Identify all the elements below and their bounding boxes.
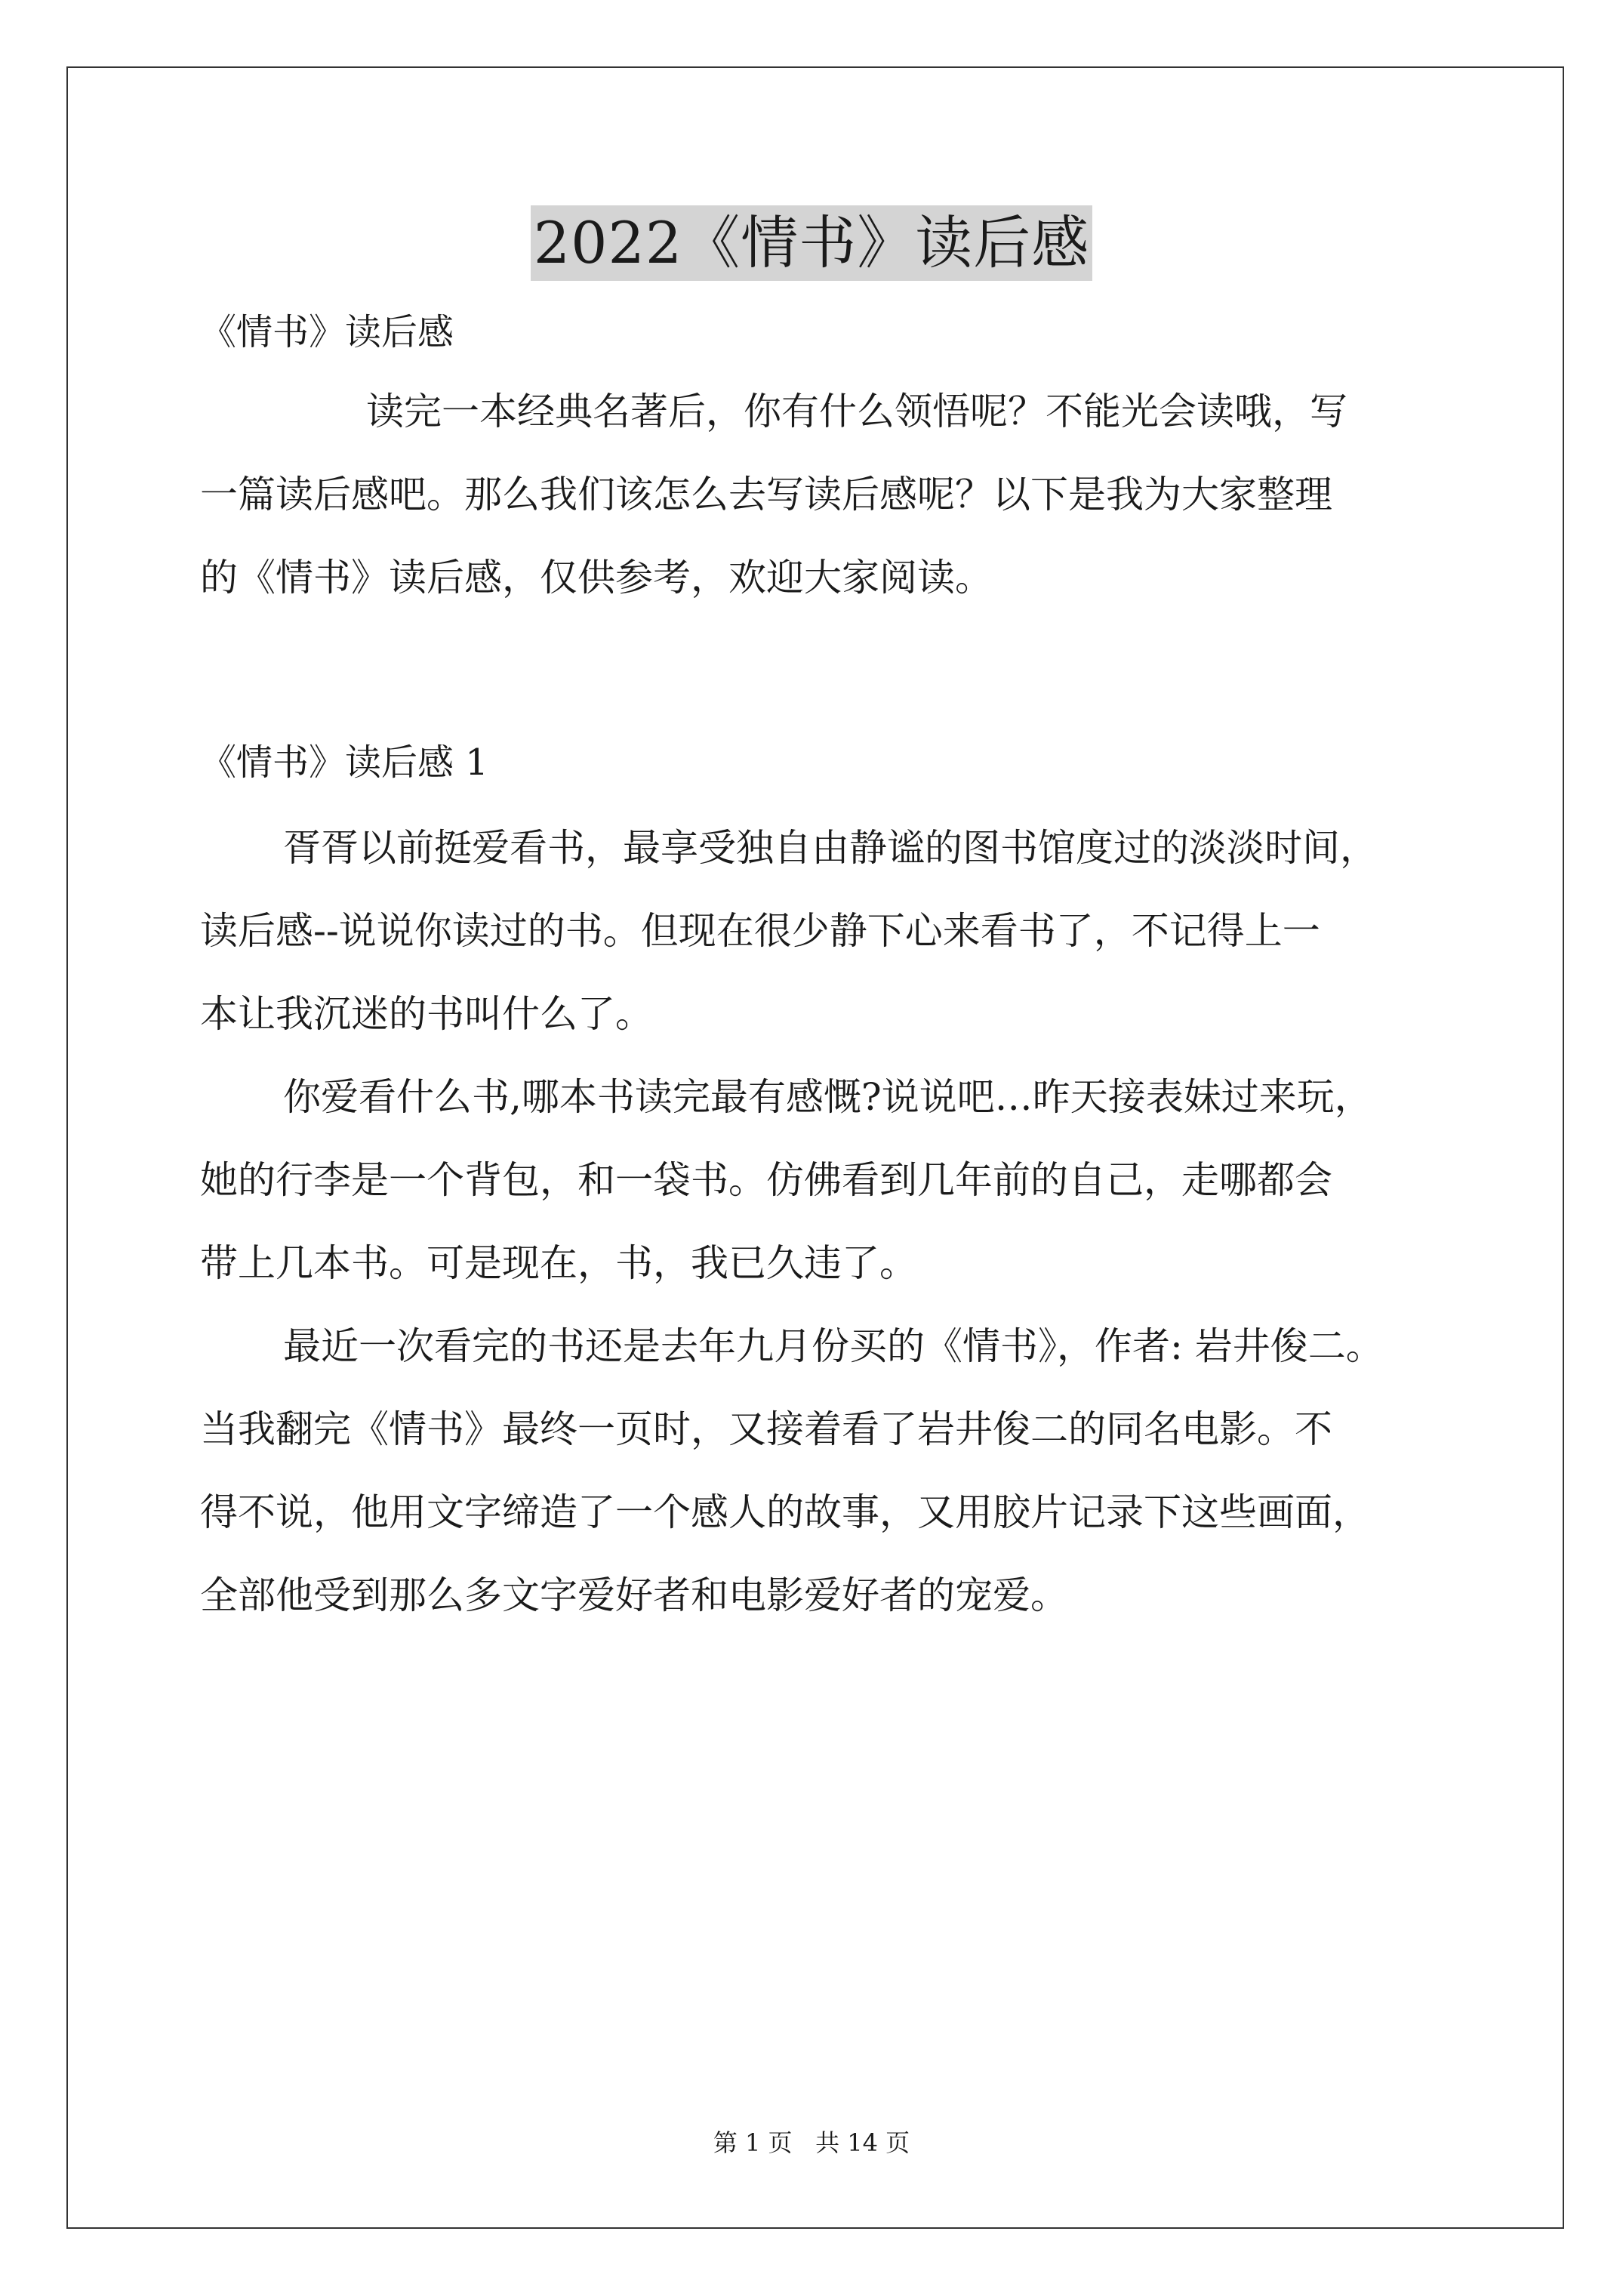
intro-line: 一篇读后感吧。那么我们该怎么去写读后感呢？以下是我为大家整理 (200, 473, 1332, 516)
paragraph-line: 你爱看什么书,哪本书读完最有感慨?说说吧…昨天接表妹过来玩， (283, 1075, 1372, 1119)
intro-line: 读完一本经典名著后，你有什么领悟呢？不能光会读哦，写 (366, 390, 1347, 433)
paragraph-line: 她的行李是一个背包，和一袋书。仿佛看到几年前的自己，走哪都会 (200, 1158, 1332, 1202)
paragraph-line: 最近一次看完的书还是去年九月份买的《情书》，作者: 岩井俊二。 (283, 1324, 1384, 1368)
paragraph-line: 带上几本书。可是现在，书，我已久违了。 (200, 1241, 917, 1285)
title-container (0, 205, 1623, 281)
paragraph-line: 本让我沉迷的书叫什么了。 (200, 992, 653, 1036)
paragraph-line: 胥胥以前挺爱看书，最享受独自由静谧的图书馆度过的淡淡时间， (283, 826, 1378, 870)
document-title: 2022《情书》读后感 (531, 205, 1092, 281)
page-number-footer: 第 1 页 共 14 页 (713, 2128, 910, 2157)
paragraph-line: 读后感--说说你读过的书。但现在很少静下心来看书了，不记得上一 (200, 909, 1320, 953)
paragraph-line: 得不说，他用文字缔造了一个感人的故事，又用胶片记录下这些画面， (200, 1490, 1370, 1534)
subtitle: 《情书》读后感 (200, 311, 454, 353)
section-heading: 《情书》读后感 1 (200, 741, 488, 784)
paragraph-line: 当我翻完《情书》最终一页时，又接着看了岩井俊二的同名电影。不 (200, 1407, 1332, 1451)
intro-line: 的《情书》读后感，仅供参考，欢迎大家阅读。 (200, 556, 993, 599)
paragraph-line: 全部他受到那么多文字爱好者和电影爱好者的宠爱。 (200, 1573, 1068, 1617)
